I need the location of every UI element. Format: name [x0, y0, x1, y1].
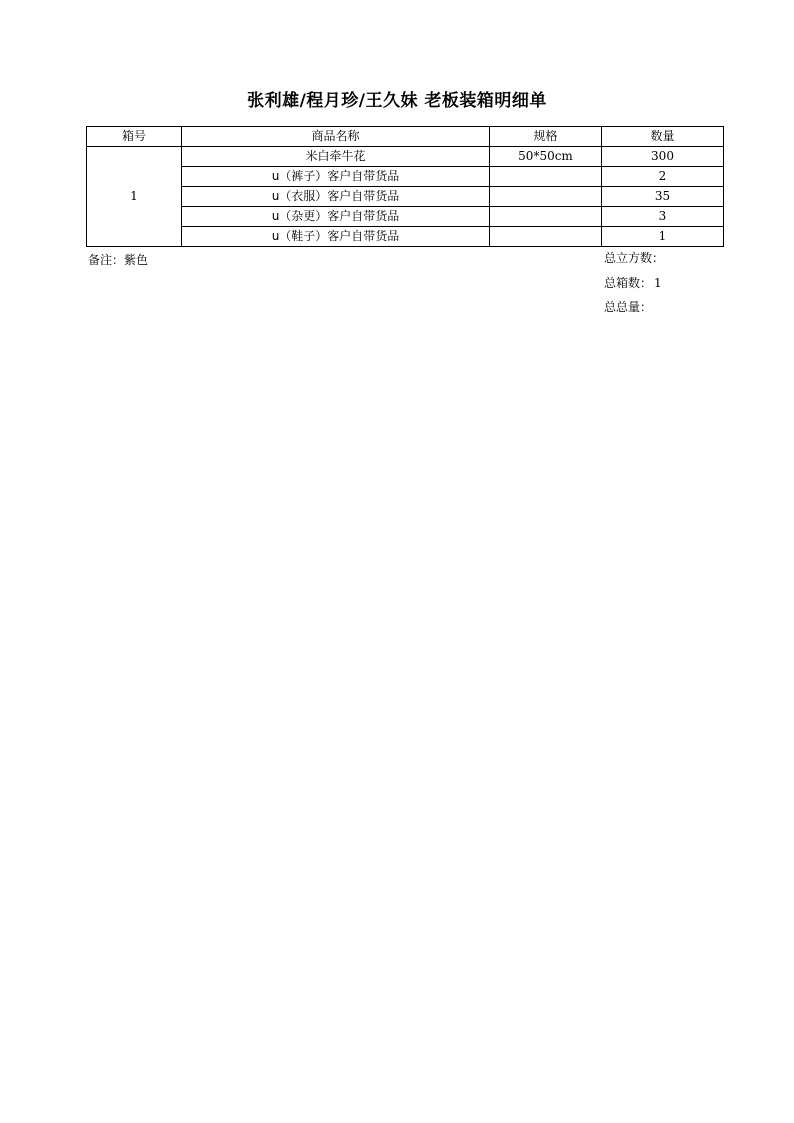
spec-cell — [490, 187, 602, 207]
total-boxes — [604, 274, 662, 291]
spec-cell — [490, 227, 602, 247]
product-name-cell: u（鞋子）客户自带货品 — [182, 227, 490, 247]
spec-cell — [490, 167, 602, 187]
packing-list-table — [86, 126, 724, 247]
table-row — [87, 167, 724, 187]
quantity-cell: 1 — [602, 227, 724, 247]
product-name-cell: u（裤子）客户自带货品 — [182, 167, 490, 187]
header-box-no: 箱号 — [87, 127, 182, 147]
table-row — [87, 227, 724, 247]
spec-cell: 50*50cm — [490, 147, 602, 167]
total-volume-label: 总立方数： — [604, 251, 665, 265]
product-name-cell: u（衣服）客户自带货品 — [182, 187, 490, 207]
total-volume — [604, 249, 666, 266]
quantity-cell: 3 — [602, 207, 724, 227]
header-spec: 规格 — [490, 127, 602, 147]
total-weight — [604, 298, 654, 315]
remarks-label: 备注： — [88, 253, 125, 267]
quantity-cell: 2 — [602, 167, 724, 187]
box-number-cell: 1 — [87, 147, 182, 247]
quantity-cell: 35 — [602, 187, 724, 207]
header-product-name: 商品名称 — [182, 127, 490, 147]
table-row — [87, 187, 724, 207]
remarks — [88, 251, 148, 268]
page-title: 张利雄/程月珍/王久妹 老板装箱明细单 — [247, 91, 547, 111]
remarks-value: 紫色 — [124, 253, 149, 267]
total-boxes-label: 总箱数： — [604, 276, 653, 290]
table-row — [87, 147, 724, 167]
product-name-cell: 米白牵牛花 — [182, 147, 490, 167]
product-name-cell: u（杂更）客户自带货品 — [182, 207, 490, 227]
header-quantity: 数量 — [602, 127, 724, 147]
total-weight-label: 总总量： — [604, 300, 653, 314]
total-boxes-value: 1 — [654, 276, 662, 290]
table-header-row — [87, 127, 724, 147]
spec-cell — [490, 207, 602, 227]
table-row — [87, 207, 724, 227]
quantity-cell: 300 — [602, 147, 724, 167]
